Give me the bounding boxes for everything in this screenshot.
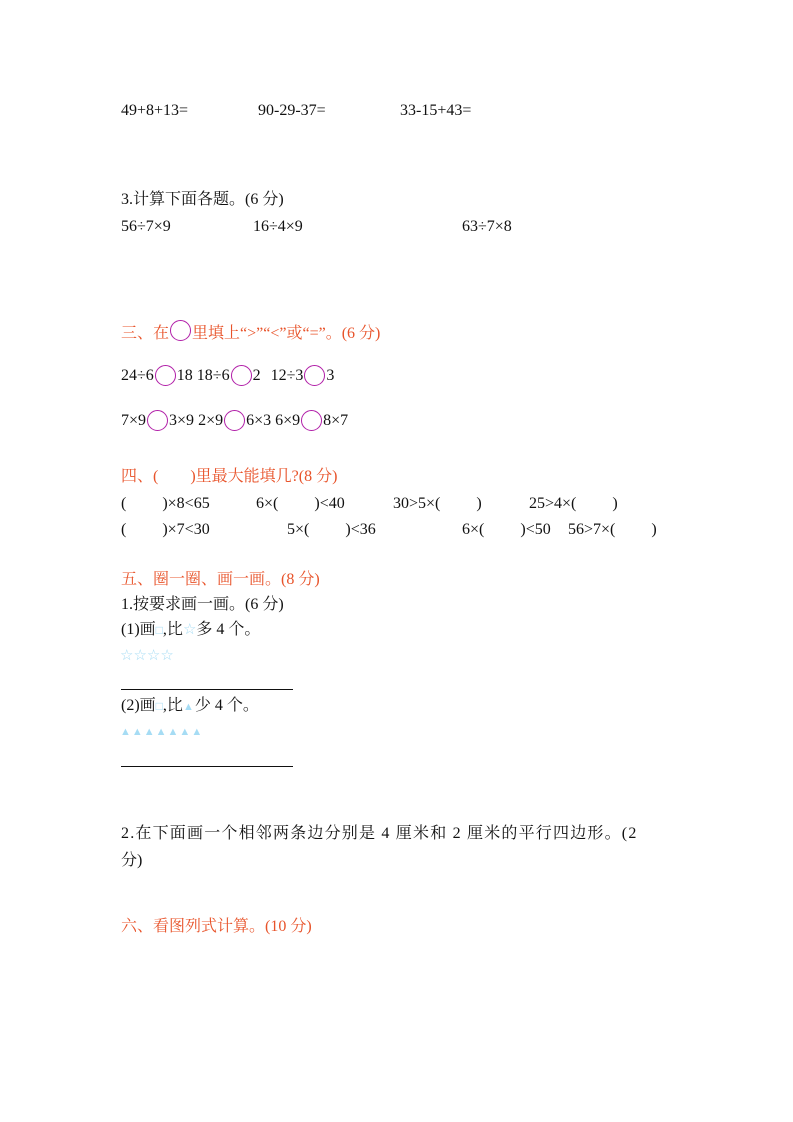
square-icon: □ — [155, 699, 163, 713]
fill-row-1-item-3: 30>5×( ) — [393, 495, 482, 512]
fill-row-2-item-4: 56>7×( ) — [568, 521, 657, 538]
expression-33-15-43: 33-15+43= — [400, 102, 472, 119]
fill-row-1-item-1: ( )×8<65 — [121, 495, 210, 512]
expression-49-8-13: 49+8+13= — [121, 102, 189, 119]
q3-title: 3.计算下面各题。(6 分) — [121, 191, 284, 208]
q5-1-part1: (1)画□,比☆多 4 个。 — [121, 621, 261, 638]
section3-title-suffix: 里填上“>”“<”或“=”。(6 分) — [192, 325, 381, 342]
q3-expression-1: 56÷7×9 — [121, 218, 171, 235]
compare-row-1 — [121, 365, 334, 386]
q5-1-title: 1.按要求画一画。(6 分) — [121, 596, 284, 613]
compare-row-2 — [121, 410, 348, 431]
compare-item: 2×9 6×3 — [198, 412, 272, 429]
section6-title: 六、看图列式计算。(10 分) — [121, 918, 312, 935]
section3-title — [121, 320, 380, 344]
fill-row-2-item-1: ( )×7<30 — [121, 521, 210, 538]
compare-circle-blank[interactable] — [304, 365, 325, 386]
compare-circle-blank[interactable] — [231, 365, 252, 386]
compare-circle-blank[interactable] — [155, 365, 176, 386]
compare-item: 6×9 8×7 — [275, 412, 349, 429]
triangle-row: ▲▲▲▲▲▲▲ — [120, 726, 204, 738]
fill-row-1-item-4: 25>4×( ) — [529, 495, 618, 512]
section5-title: 五、圈一圈、画一画。(8 分) — [121, 571, 320, 588]
compare-item: 18÷6 2 — [196, 367, 261, 384]
fill-row-1-item-2: 6×( )<40 — [256, 495, 345, 512]
section3-title-prefix: 三、在 — [121, 325, 170, 342]
q5-1-part2: (2)画□,比▲少 4 个。 — [121, 697, 259, 714]
fill-row-2-item-2: 5×( )<36 — [287, 521, 376, 538]
square-icon: □ — [155, 623, 163, 637]
q3-expression-3: 63÷7×8 — [462, 218, 512, 235]
q5-2-line2: 分) — [121, 852, 143, 869]
answer-line-2[interactable] — [121, 766, 293, 767]
q5-2-line1: 2.在下面画一个相邻两条边分别是 4 厘米和 2 厘米的平行四边形。(2 — [121, 825, 638, 842]
q3-expression-2: 16÷4×9 — [253, 218, 303, 235]
fill-row-2-item-3: 6×( )<50 — [462, 521, 551, 538]
circle-icon — [170, 320, 191, 341]
compare-item: 24÷6 18 — [121, 367, 193, 384]
star-icon: ☆ — [182, 622, 197, 638]
answer-line-1[interactable] — [121, 689, 293, 690]
expression-90-29-37: 90-29-37= — [258, 102, 326, 119]
triangle-icon: ▲ — [182, 701, 195, 713]
compare-item: 12÷3 3 — [270, 367, 335, 384]
compare-item: 7×9 3×9 — [121, 412, 195, 429]
compare-circle-blank[interactable] — [147, 410, 168, 431]
compare-circle-blank[interactable] — [224, 410, 245, 431]
compare-circle-blank[interactable] — [301, 410, 322, 431]
star-row: ☆☆☆☆ — [120, 648, 174, 664]
section4-title: 四、( )里最大能填几?(8 分) — [121, 468, 338, 485]
